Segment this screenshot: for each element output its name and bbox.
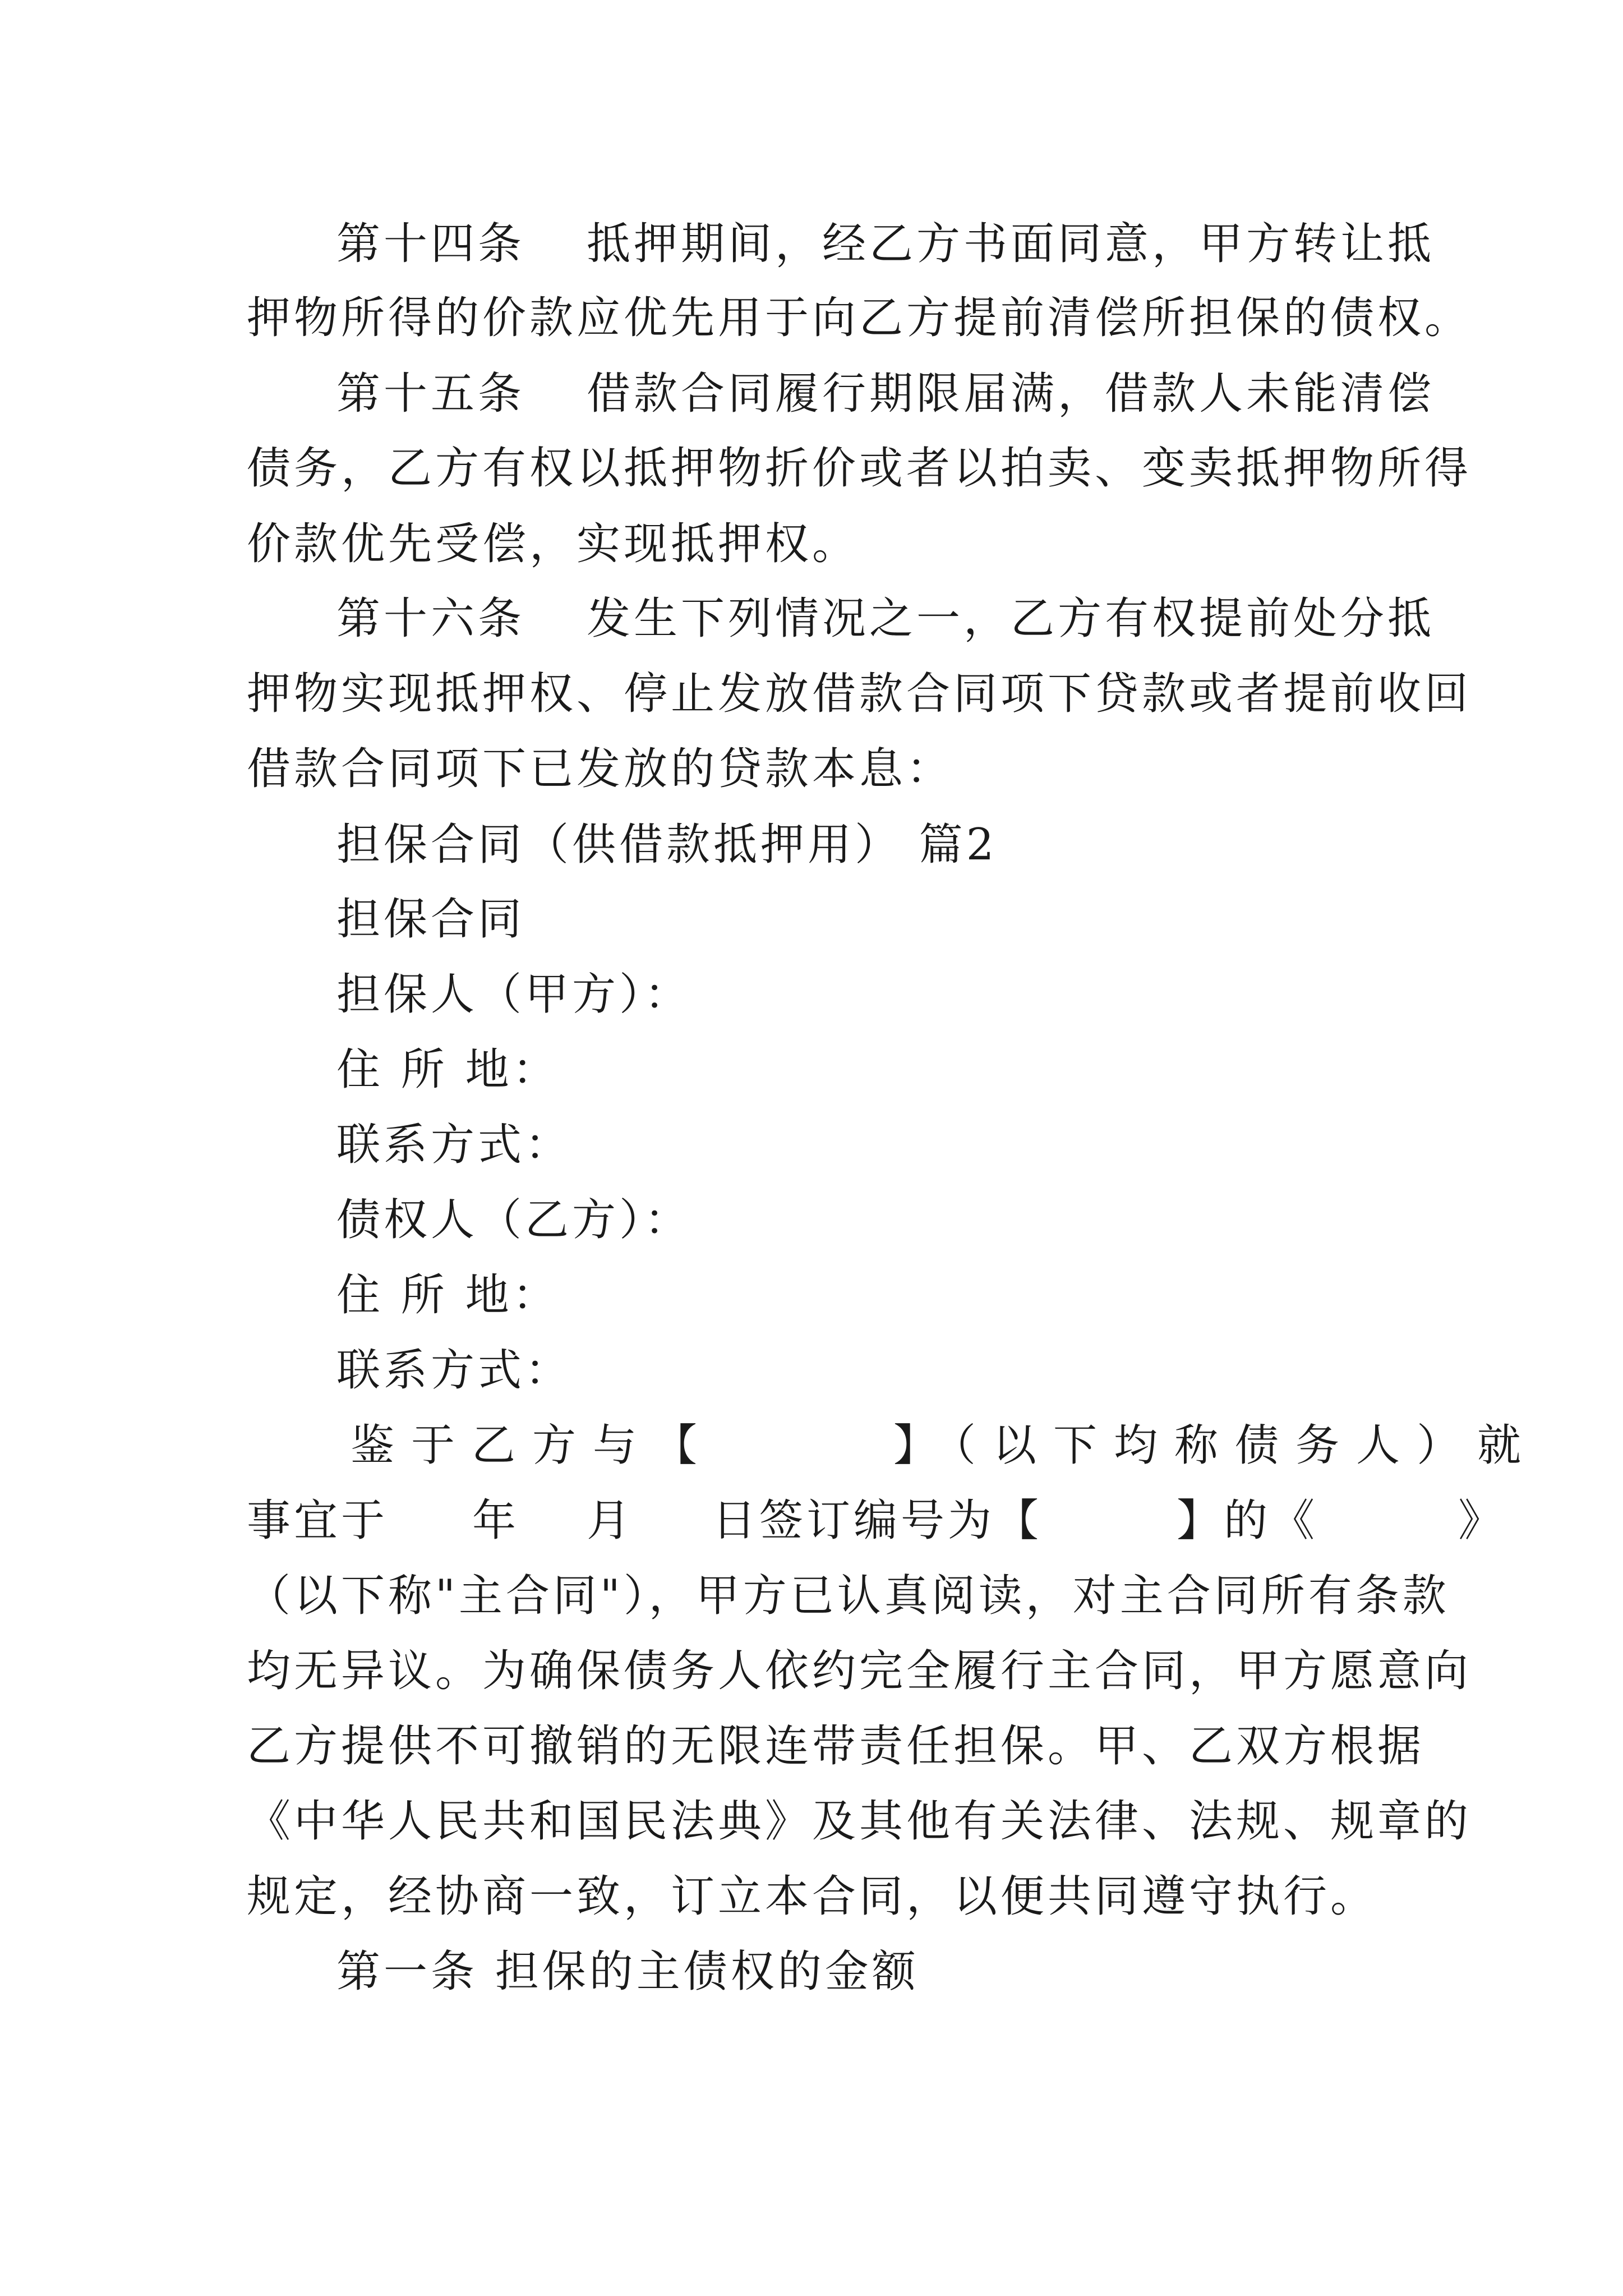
article-15-line-3: 价款优先受偿，实现抵押权。 (247, 519, 860, 569)
article-15-text: 借款合同履行期限届满，借款人未能清偿 (587, 369, 1435, 419)
article-14-label: 第十四条 (336, 219, 525, 269)
preamble-debtor-prefix: 鉴于乙方与【 (351, 1420, 714, 1471)
guarantor-contact-label: 联系方式： (336, 1120, 573, 1170)
preamble-debtor-suffix: 】（以下均称债务人）就 (893, 1420, 1538, 1471)
creditor-contact-label: 联系方式： (336, 1345, 573, 1396)
article-16-line-3: 借款合同项下已发放的贷款本息： (247, 744, 954, 794)
preamble-line-4: 均无异议。为确保债务人依约完全履行主合同，甲方愿意向 (247, 1646, 1472, 1696)
article-16-line-2: 押物实现抵押权、停止发放借款合同项下贷款或者提前收回 (247, 669, 1472, 719)
section-heading: 担保合同（供借款抵押用） 篇2 (336, 820, 998, 870)
article-1-heading: 第一条 担保的主债权的金额 (336, 1947, 919, 1997)
article-14-text: 抵押期间，经乙方书面同意，甲方转让抵 (587, 219, 1435, 269)
preamble-year: 年 (472, 1496, 520, 1546)
preamble-day-number: 日签订编号为【 (712, 1496, 1043, 1546)
article-16-line-1 (336, 591, 1481, 647)
guarantor-label: 担保人（甲方）： (336, 969, 692, 1020)
preamble-contract-name: 】的《 (1177, 1496, 1318, 1546)
article-14-line-2: 押物所得的价款应优先用于向乙方提前清偿所担保的债权。 (247, 293, 1472, 343)
preamble-line-2 (247, 1493, 1506, 1549)
creditor-label: 债权人（乙方）： (336, 1195, 692, 1245)
preamble-contract-close: 》 (1458, 1496, 1506, 1546)
preamble-line-7: 规定，经协商一致，订立本合同，以便共同遵守执行。 (247, 1871, 1378, 1922)
preamble-line-1 (351, 1418, 1538, 1474)
preamble-line-5: 乙方提供不可撤销的无限连带责任担保。甲、乙双方根据 (247, 1721, 1425, 1772)
preamble-month: 月 (587, 1496, 634, 1546)
contract-title: 担保合同 (336, 894, 525, 945)
preamble-line-6: 《中华人民共和国民法典》及其他有关法律、法规、规章的 (247, 1796, 1472, 1847)
article-16-label: 第十六条 (336, 593, 525, 644)
preamble-matter: 事宜于 (247, 1496, 389, 1546)
article-15-line-2: 债务，乙方有权以抵押物折价或者以拍卖、变卖抵押物所得 (247, 443, 1472, 494)
preamble-line-3: （以下称"主合同"），甲方已认真阅读，对主合同所有条款 (247, 1571, 1450, 1621)
creditor-address-label: 住 所 地： (336, 1270, 560, 1320)
guarantor-address-label: 住 所 地： (336, 1045, 560, 1095)
article-15-label: 第十五条 (336, 369, 525, 419)
article-16-text: 发生下列情况之一，乙方有权提前处分抵 (587, 593, 1435, 644)
article-15-line-1 (336, 366, 1481, 422)
article-14-line-1 (336, 216, 1481, 272)
